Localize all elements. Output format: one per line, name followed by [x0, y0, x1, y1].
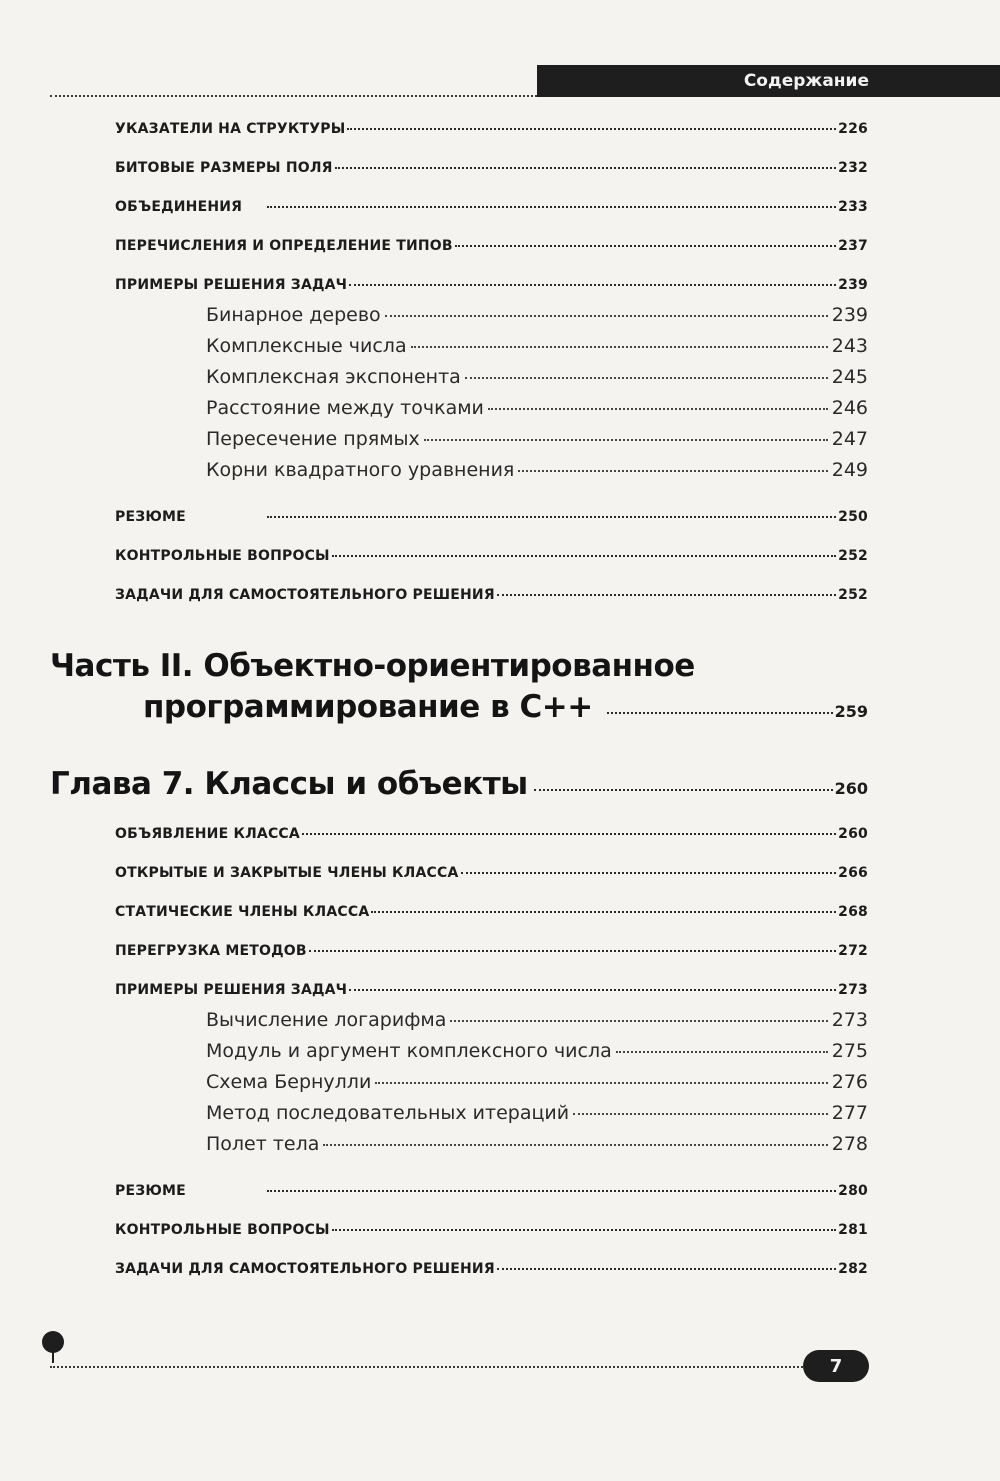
- toc-subentry-page: 276: [831, 1071, 868, 1093]
- leader-dots: [518, 470, 827, 472]
- toc-entry-title: РЕЗЮМЕ: [115, 509, 186, 525]
- leader-dots: [332, 555, 836, 557]
- toc-subentry-title: Комплексная экспонента: [206, 366, 461, 388]
- leader-dots: [573, 1113, 828, 1115]
- toc-entry-page: 266: [838, 865, 868, 881]
- toc-entry-page: 252: [838, 587, 868, 603]
- toc-entry[interactable]: [115, 121, 868, 137]
- toc-entry[interactable]: [115, 826, 868, 842]
- toc-entry-page: 239: [838, 277, 868, 293]
- header-dotted-rule: [50, 95, 537, 97]
- toc-entry-page: 280: [838, 1183, 868, 1199]
- toc-entry[interactable]: [115, 199, 868, 215]
- toc-entry[interactable]: [115, 1222, 868, 1238]
- toc-entry-title: ПРИМЕРЫ РЕШЕНИЯ ЗАДАЧ: [115, 277, 348, 293]
- toc-subentry[interactable]: [206, 366, 868, 388]
- toc-entry-page: 237: [838, 238, 868, 254]
- toc-subentry[interactable]: [206, 428, 868, 450]
- toc-entry-page: 226: [838, 121, 868, 137]
- toc-entry-title: РЕЗЮМЕ: [115, 1183, 186, 1199]
- leader-dots: [332, 1229, 836, 1231]
- toc-entry-page: 260: [838, 826, 868, 842]
- leader-dots: [411, 346, 828, 348]
- leader-dots: [465, 377, 828, 379]
- toc-entry-page: 273: [838, 982, 868, 998]
- toc-subentry-title: Вычисление логарифма: [206, 1009, 447, 1031]
- leader-dots: [488, 408, 828, 410]
- toc-entry-title: БИТОВЫЕ РАЗМЕРЫ ПОЛЯ: [115, 160, 333, 176]
- toc-subentry-title: Метод последовательных итераций: [206, 1102, 570, 1124]
- toc-entry-title: ЗАДАЧИ ДЛЯ САМОСТОЯТЕЛЬНОГО РЕШЕНИЯ: [115, 587, 495, 603]
- toc-entry[interactable]: [115, 865, 868, 881]
- toc-entry-page: 272: [838, 943, 868, 959]
- leader-dots: [371, 911, 836, 913]
- toc-subentry-page: 245: [831, 366, 868, 388]
- footer-dotted-rule: [50, 1366, 810, 1368]
- leader-dots: [450, 1020, 827, 1022]
- chapter-heading-page: 260: [834, 779, 868, 798]
- leader-dots: [335, 167, 837, 169]
- chapter-heading-title: Глава 7. Классы и объекты: [50, 766, 528, 802]
- leader-dots: [375, 1082, 827, 1084]
- toc-entry[interactable]: [115, 509, 868, 525]
- toc-entry-title: ПЕРЕГРУЗКА МЕТОДОВ: [115, 943, 307, 959]
- leader-dots: [534, 789, 833, 791]
- leader-dots: [497, 1268, 836, 1270]
- leader-dots: [267, 1190, 836, 1192]
- toc-entry-title: ПРИМЕРЫ РЕШЕНИЯ ЗАДАЧ: [115, 982, 348, 998]
- toc-subentry-title: Модуль и аргумент комплексного числа: [206, 1040, 612, 1062]
- toc-subentry-title: Пересечение прямых: [206, 428, 420, 450]
- toc-subentry[interactable]: [206, 335, 868, 357]
- toc-subentry[interactable]: [206, 397, 868, 419]
- page-number-badge: [803, 1350, 869, 1382]
- toc-entry-page: 252: [838, 548, 868, 564]
- leader-dots: [607, 712, 833, 714]
- toc-subentry-page: 246: [831, 397, 868, 419]
- toc-entry-title: ОБЪЯВЛЕНИЕ КЛАССА: [115, 826, 300, 842]
- leader-dots: [347, 128, 836, 130]
- toc-entry-page: 268: [838, 904, 868, 920]
- page-number: 7: [829, 1355, 843, 1377]
- toc-entry[interactable]: [115, 160, 868, 176]
- toc-entry-title: ПЕРЕЧИСЛЕНИЯ И ОПРЕДЕЛЕНИЕ ТИПОВ: [115, 238, 453, 254]
- footer-bullet-icon: [42, 1331, 64, 1353]
- toc-subentry-page: 273: [831, 1009, 868, 1031]
- footer-bullet-stem: [52, 1351, 54, 1363]
- toc-subentry-title: Расстояние между точками: [206, 397, 484, 419]
- toc-entry[interactable]: [115, 238, 868, 254]
- toc-subentry[interactable]: [206, 459, 868, 481]
- toc-entry-page: 281: [838, 1222, 868, 1238]
- toc-entry-page: 233: [838, 199, 868, 215]
- toc-entry-page: 282: [838, 1261, 868, 1277]
- toc-entry-title: КОНТРОЛЬНЫЕ ВОПРОСЫ: [115, 548, 330, 564]
- chapter-heading[interactable]: [50, 766, 868, 802]
- toc-subentry-title: Схема Бернулли: [206, 1071, 372, 1093]
- leader-dots: [497, 594, 836, 596]
- toc-subentry-page: 243: [831, 335, 868, 357]
- toc-subentry-page: 247: [831, 428, 868, 450]
- leader-dots: [616, 1051, 828, 1053]
- running-header-title: Содержание: [743, 71, 869, 91]
- toc-subentry-title: Корни квадратного уравнения: [206, 459, 515, 481]
- leader-dots: [267, 206, 836, 208]
- part-heading-line2: программирование в C++: [143, 689, 593, 725]
- leader-dots: [461, 872, 837, 874]
- toc-subentry[interactable]: [206, 1133, 868, 1155]
- toc-entry-title: УКАЗАТЕЛИ НА СТРУКТУРЫ: [115, 121, 346, 137]
- leader-dots: [267, 516, 836, 518]
- toc-subentry-page: 277: [831, 1102, 868, 1124]
- toc-subentry-page: 278: [831, 1133, 868, 1155]
- leader-dots: [302, 833, 836, 835]
- toc-entry[interactable]: [115, 943, 868, 959]
- toc-subentry[interactable]: [206, 1009, 868, 1031]
- leader-dots: [385, 315, 828, 317]
- toc-entry[interactable]: [115, 277, 868, 293]
- toc-entry-title: ОТКРЫТЫЕ И ЗАКРЫТЫЕ ЧЛЕНЫ КЛАССА: [115, 865, 459, 881]
- leader-dots: [455, 245, 836, 247]
- toc-subentry[interactable]: [206, 1102, 868, 1124]
- toc-subentry-title: Полет тела: [206, 1133, 320, 1155]
- leader-dots: [424, 439, 828, 441]
- leader-dots: [309, 950, 836, 952]
- toc-subentry-page: 275: [831, 1040, 868, 1062]
- toc-subentry[interactable]: [206, 1071, 868, 1093]
- toc-subentry-page: 239: [831, 304, 868, 326]
- toc-subentry-title: Комплексные числа: [206, 335, 407, 357]
- toc-entry-title: ОБЪЕДИНЕНИЯ: [115, 199, 243, 215]
- toc-entry[interactable]: [115, 982, 868, 998]
- toc-entry-page: 232: [838, 160, 868, 176]
- part-heading-page: 259: [834, 702, 868, 721]
- leader-dots: [323, 1144, 827, 1146]
- toc-entry-title: ЗАДАЧИ ДЛЯ САМОСТОЯТЕЛЬНОГО РЕШЕНИЯ: [115, 1261, 495, 1277]
- toc-entry[interactable]: [115, 904, 868, 920]
- toc-entry-title: СТАТИЧЕСКИЕ ЧЛЕНЫ КЛАССА: [115, 904, 370, 920]
- toc-entry-page: 250: [838, 509, 868, 525]
- leader-dots: [349, 284, 836, 286]
- leader-dots: [349, 989, 836, 991]
- toc-subentry[interactable]: [206, 304, 868, 326]
- toc-subentry[interactable]: [206, 1040, 868, 1062]
- toc-entry[interactable]: [115, 1261, 868, 1277]
- part-heading-line1: Часть II. Объектно-ориентированное: [50, 648, 695, 684]
- part-heading[interactable]: [143, 689, 868, 725]
- toc-entry[interactable]: [115, 587, 868, 603]
- toc-entry[interactable]: [115, 1183, 868, 1199]
- running-header: [537, 65, 1000, 97]
- toc-subentry-page: 249: [831, 459, 868, 481]
- toc-subentry-title: Бинарное дерево: [206, 304, 381, 326]
- toc-entry[interactable]: [115, 548, 868, 564]
- toc-entry-title: КОНТРОЛЬНЫЕ ВОПРОСЫ: [115, 1222, 330, 1238]
